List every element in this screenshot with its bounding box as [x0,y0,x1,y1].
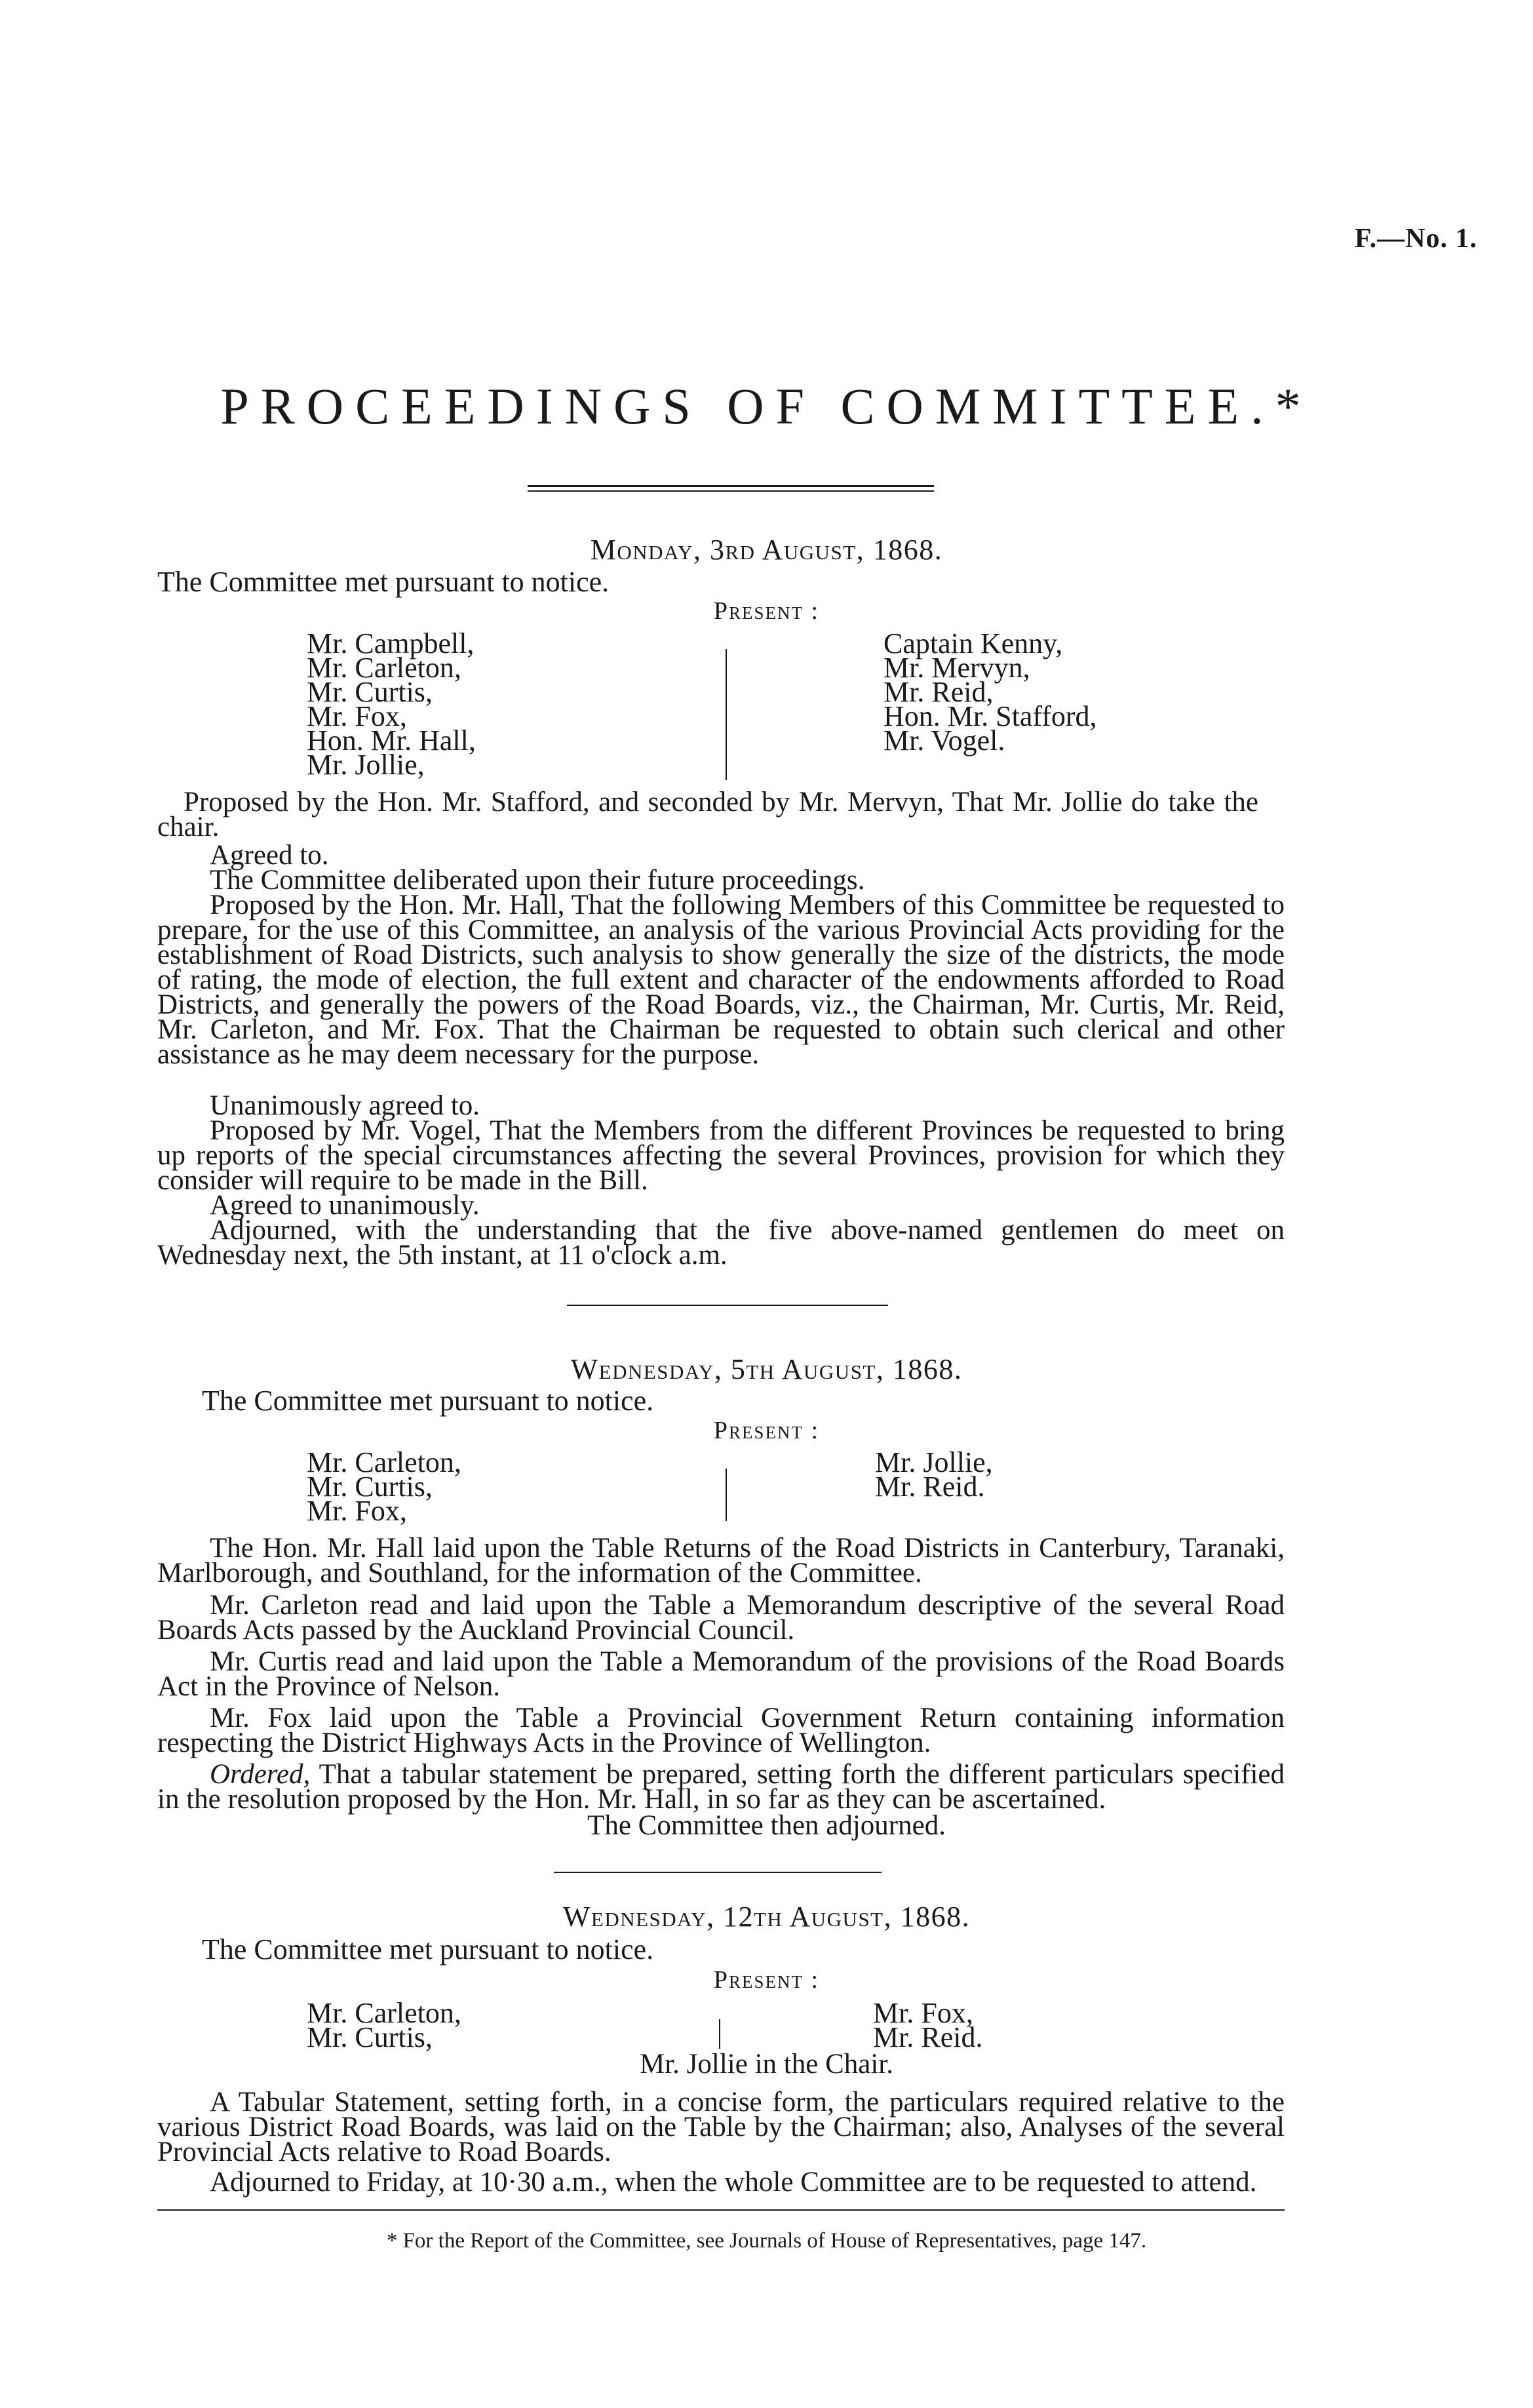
meeting-2-para-1: The Hon. Mr. Hall laid upon the Table Returns of the Road Districts in Canterbury, Taranaki, Marlborough, and Southland, for the information of the Committee. [157,1533,1285,1589]
meeting-3-para-2: Adjourned to Friday, at 10·30 a.m., when the whole Committee are to be requested to attend. [210,2167,1257,2198]
meeting-2-closing: The Committee then adjourned. [587,1810,946,1841]
meeting-1-para-3: The Committee deliberated upon their future proceedings. [210,865,865,896]
meeting-1-opening: The Committee met pursuant to notice. [157,566,610,598]
meeting-1-members-right [883,627,1097,757]
meeting-3-date: Wednesday, 12th August, 1868. [562,1901,971,1933]
meeting-1-para-8: Adjourned, with the understanding that the five above-named gentlemen do meet on Wednesday next, the 5th instant, at 11 o'clock a.m. [157,1215,1285,1271]
meeting-1-divider [726,649,727,780]
member: Mr. Reid. [875,1470,985,1503]
member: Hon. Mr. Stafford, [883,700,1097,732]
meeting-3-opening: The Committee met pursuant to notice. [202,1933,654,1965]
ordered-label: Ordered, [210,1759,311,1790]
footnote-rule [157,2209,1285,2211]
meeting-2-date: Wednesday, 5th August, 1868. [570,1353,963,1385]
meeting-3-present-label: Present : [713,1966,820,1994]
member: Mr. Carleton, [307,652,461,684]
meeting-1-members-left [307,627,476,781]
meeting-2-members-left [307,1446,461,1527]
meeting-2-para-4: Mr. Fox laid upon the Table a Provincial Government Return containing information respecting the District Highways Acts in the Province of Wellington. [157,1703,1285,1758]
member: Mr. Carleton, [307,1997,461,2029]
meeting-1-present-label: Present : [713,597,820,625]
member: Mr. Curtis, [307,676,433,708]
meeting-1-para-1: Proposed by the Hon. Mr. Stafford, and seconded by Mr. Mervyn, That Mr. Jollie do take the chair. [157,787,1258,842]
meeting-2-present-label: Present : [713,1417,820,1444]
member: Mr. Vogel. [883,724,1005,757]
member: Mr. Carleton, [307,1446,461,1478]
meeting-1-para-5: Unanimously agreed to. [210,1090,480,1121]
member: Captain Kenny, [883,627,1063,660]
title-rule-bottom [528,490,934,492]
meeting-2-para-5 [157,1759,1285,1815]
member: Mr. Jollie, [307,749,425,781]
ordered-text: That a tabular statement be prepared, setting forth the different particulars specified in the resolution proposed by the Hon. Mr. Hall, in so far as they can be ascertained. [157,1759,1285,1815]
meeting-1-para-7: Agreed to unanimously. [210,1190,480,1221]
meeting-1-para-2: Agreed to. [210,840,329,871]
meeting-2-para-2: Mr. Carleton read and laid upon the Table a Memorandum descriptive of the several Road Boards Acts passed by the Auckland Provincial Council. [157,1590,1285,1646]
member: Mr. Jollie, [875,1446,993,1478]
member: Mr. Curtis, [307,2021,433,2053]
meeting-3-members-right [873,1997,983,2053]
section-divider-2 [554,1872,882,1873]
meeting-3-para-1: A Tabular Statement, setting forth, in a concise form, the particulars required relative to the various District Road Boards, was laid on the Table by the Chairman; also, Analyses of the several Provincial Acts relative to Road Boards. [157,2087,1285,2167]
meeting-2-divider [726,1469,727,1521]
meeting-3-divider [719,2019,720,2049]
member: Mr. Fox, [873,1997,973,2029]
meeting-3-chair: Mr. Jollie in the Chair. [640,2049,893,2080]
title-rule-top [528,485,934,487]
meeting-2-opening: The Committee met pursuant to notice. [202,1385,654,1417]
member: Mr. Reid. [873,2021,983,2053]
meeting-2-para-3: Mr. Curtis read and laid upon the Table a Memorandum of the provisions of the Road Boards Act in the Province of Nelson. [157,1646,1285,1702]
meeting-1-date: Monday, 3rd August, 1868. [590,534,943,566]
page-reference: F.—No. 1. [1354,224,1477,254]
meeting-2-members-right [875,1446,993,1503]
section-divider-1 [567,1305,888,1306]
page-title: PROCEEDINGS OF COMMITTEE.* [220,378,1313,435]
footnote: * For the Report of the Committee, see Journals of House of Representatives, page 147. [386,2229,1147,2253]
meeting-1-para-4: Proposed by the Hon. Mr. Hall, That the following Members of this Committee be requested to prepare, for the use of this Committee, an analysis of the various Provincial Acts providing for the establishment of Road Districts, such analysis to show generally the size of the districts, the mode of rating, the mode of election, the full extent and character of the endowments afforded to Road Districts, and generally the powers of the Road Boards, viz., the Chairman, Mr. Curtis, Mr. Reid, Mr. Carleton, and Mr. Fox. That the Chairman be requested to obtain such clerical and other assistance as he may deem necessary for the purpose. [157,890,1285,1070]
member: Mr. Curtis, [307,1470,433,1503]
member: Mr. Mervyn, [883,652,1030,684]
member: Mr. Fox, [307,1495,407,1527]
member: Mr. Reid, [883,676,994,708]
member: Hon. Mr. Hall, [307,724,476,757]
meeting-3-members-left [307,1997,461,2053]
member: Mr. Fox, [307,700,407,732]
meeting-1-para-6: Proposed by Mr. Vogel, That the Members from the different Provinces be requested to bring up reports of the special circumstances affecting the several Provinces, provision for which they consider will require to be made in the Bill. [157,1115,1285,1196]
member: Mr. Campbell, [307,627,475,660]
